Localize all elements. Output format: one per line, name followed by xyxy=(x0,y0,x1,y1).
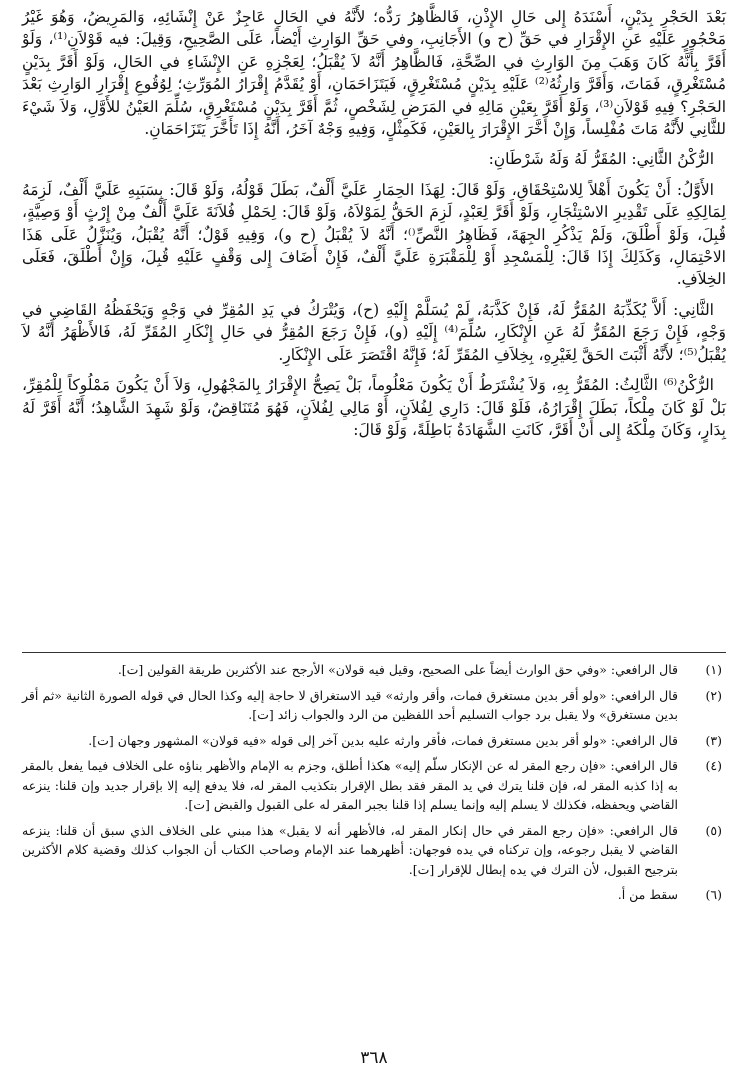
footnote-number: (٢) xyxy=(705,687,722,703)
footnote-text: قال الرافعي: «فإن رجع المقر له عن الإنكار سلّم إليه» هكذا أطلق، وجزم به الإمام والأظهر بناؤه على الخلاف فيما يفعل بالمقر به إذا كذبه المقر له، فإن قلنا يترك في يد المقر فقد بطل الإقرار بتكذيب المقر له، فلا يدفع إليه إلا بإقرار جديد وإن قلنا: ينزعه القاضي ويحفظه، فكذلك لا يسلم إليه وإنما يسلم إذا قلنا بجبر المقر له على القبول والقبض [ت]. xyxy=(22,758,678,812)
footnote-1 xyxy=(22,660,726,680)
footnote-6 xyxy=(22,885,726,905)
main-paragraph-2: الأَوَّلُ: أَنْ يَكُونَ أَهْلاً لِلاسْتِحْقَاقِ، وَلَوْ قَالَ: لِهَذَا الحِمَارِ عَلَيَّ أَلْفٌ، بَطَلَ قَوْلُهُ، وَلَوْ قَالَ: بِسَبَبِهِ عَلَيَّ أَلْفٌ، لَزِمَهُ لِمَالِكِهِ عَلَى تَقْدِيرِ الاسْتِئْجَارِ، وَلَوْ أَقَرَّ لِعَبْدٍ، لَزِمَ الحَقُّ لِمَوْلاَهُ، وَلَوْ قَالَ: لِحَمْلِ فُلاَنَةَ عَلَيَّ أَلْفٌ مِنْ إِرْثٍ أَوْ وَصِيَّةٍ، قُبِلَ، وَلَوْ أَطْلَقَ، وَلَمْ يَذْكُرِ الجِهَةَ، فَظَاهِرُ النَّصِّ⁽⁾؛ أَنَّهُ لاَ يُقْبَلُ (ح و)، وَفِيهِ قَوْلٌ؛ أَنَّهُ يُقْبَلُ، وَيُنَزَّلُ عَلَى هَذَا الاحْتِمَالِ، وَكَذَلِكَ إِذَا قَالَ: لِلْمَسْجِدِ أَوْ لِلْمَقْبَرَةِ عَلَيَّ أَلْفٌ، فَإِنْ أَضَافَ إِلى وَقْفٍ عَلَيْهِ قُبِلَ، وَإِنْ أَطْلَقَ، فَعَلَى الخِلاَفِ. xyxy=(22,180,726,289)
footnote-5 xyxy=(22,821,726,880)
footnote-number: (١) xyxy=(705,662,722,677)
main-paragraph-3: الثَّانِي: أَلاَّ يُكَذِّبَهُ المُقَرُّ لَهُ، فَإِنْ كَذَّبَهُ، لَمْ يُسَلَّمْ إِلَيْهِ (ح)، وَيُتْرَكُ في يَدِ المُقِرِّ في وَجْهٍ وَيَحْفَظُهُ القَاضِي في وَجْهٍ، فَإِنْ رَجَعَ المُقَرُّ لَهُ عَنِ الإِنْكَارِ، سُلِّمَ⁽⁴⁾ إِلَيْهِ (و)، فَإِنْ رَجَعَ المُقِرُّ في حَالِ إِنْكَارِ المُقَرِّ لَهُ، فَالأَظْهَرُ أَنَّهُ لاَ يُقْبَلُ⁽⁵⁾؛ لأَنَّهُ أَثْبَتَ الحَقَّ لِغَيْرِهِ، بِخِلاَفِ المُقَرِّ لَهُ؛ فَإِنَّهُ اقْتَصَرَ عَلَى الإِنْكَارِ. xyxy=(22,300,726,364)
main-paragraph-4: الرُّكْنُ⁽⁶⁾ الثَّالِثُ: المُقَرُّ بِهِ، وَلاَ يُشْتَرَطُ أَنْ يَكُونَ مَعْلُوماً، بَلْ يَصِحُّ الإِقْرَارُ بِالمَجْهُولِ، وَلاَ أَنْ يَكُونَ مَمْلُوكاً لِلْمُقِرِّ، بَلْ لَوْ كَانَ مِلْكاً، بَطَلَ إِقْرَارُهُ، فَلَوْ قَالَ: دَارِي لِفُلاَنٍ، أَوْ مَالِي لِفُلاَنٍ، فَهُوَ مُتَنَاقِضٌ، وَلَوْ شَهِدَ الشَّاهِدُ؛ أَنَّهُ أَقَرَّ لَهُ بِدَارٍ، وَكَانَ مِلْكَهُ إِلى أَنْ أَقَرَّ، كَانَتِ الشَّهَادَةُ بَاطِلَةً، وَلَوْ قَالَ: xyxy=(22,376,726,439)
footnote-number: (٥) xyxy=(705,822,722,838)
footnote-text: قال الرافعي: «ولو أقر بدين مستغرق فمات، وأقر وارثه» قيد الاستغراق لا حاجة إليه وكذا الحال في قوله الصورة الثانية «ثم أقر بدين مستغرق» ولا يقبل برد جواب التسليم أحد اللفظين من الرد والجواب زائد [ت]. xyxy=(22,687,678,722)
footnote-number: (٤) xyxy=(705,758,722,773)
footnote-number: (٦) xyxy=(705,887,722,902)
section-heading: الرُّكْنُ الثَّانِي: المُقَرُّ لَهُ وَلَهُ شَرْطَانِ: xyxy=(488,150,714,169)
footnote-text: قال الرافعي: «فإن رجع المقر في حال إنكار المقر له، فالأظهر أنه لا يقبل» هذا مبني على الخلاف الذي سبق أن قلنا: ينزعه القاضي لا يقبل رجوعه، وإن تركناه في يده فوجهان: أظهرهما عند الإمام وصاحب الكتاب أن الجواب كذلك وقضية كلام الأكثرين بترجيح القبول، لأن الترك في يده إبطال للإقرار [ت]. xyxy=(22,822,678,877)
main-text-body xyxy=(22,6,726,449)
footnote-number: (٣) xyxy=(705,732,722,748)
footnote-text: سقط من أ. xyxy=(617,887,678,902)
page-number: ٣٦٨ xyxy=(360,1048,388,1068)
footnote-4 xyxy=(22,756,726,815)
footnotes-section xyxy=(22,660,726,911)
footnote-2 xyxy=(22,686,726,725)
footnote-3 xyxy=(22,731,726,751)
footnote-text: قال الرافعي: «وفي حق الوارث أيضاً على الصحيح، وقيل فيه قولان» الأرجح عند الأكثرين طريقة القولين [ت]. xyxy=(117,662,678,677)
footnote-separator xyxy=(22,652,726,653)
footnote-text: قال الرافعي: «ولو أقر بدين مستغرق فمات، فأقر وارثه عليه بدين آخر إلى قوله «فيه قولان» المشهور وجهان [ت]. xyxy=(88,732,678,748)
main-paragraph-1: بَعْدَ الحَجْرِ بِدَيْنٍ، أَسْنَدَهُ إِلى حَالِ الإِذْنِ، فَالظَّاهِرُ رَدُّه؛ لأَنَّهُ في الحَالِ عَاجِزٌ عَنْ إِنْشَائِهِ، وَالمَرِيضُ، وَهُوَ غَيْرُ مَحْجُورٍ عَلَيْهِ عَنِ الإِقْرَارِ في حَقِّ (ح و) الأَجَانِبِ، وفي حَقِّ الوَارِثِ أَيْضاً، عَلَى الصَّحِيحِ، وَقِيلَ: فيه قَوْلاَنِ⁽¹⁾، وَلَوْ أَقَرَّ بِأَنَّهُ كَانَ وَهَبَ مِنَ الوَارِثِ في الصِّحَّةِ، فَالظَّاهِرُ أَنَّهُ لاَ يُقْبَلُ؛ لِعَجْزِهِ عَنِ الإِنْشَاءِ في الحَالِ، وَلَوْ أَقَرَّ بِدَيْنٍ مُسْتَغْرِقٍ، فَمَاتَ، وَأَقَرَّ وَارِثُهُ⁽²⁾ عَلَيْهِ بِدَيْنٍ مُسْتَغْرِقٍ، فَيَتَزَاحَمَانِ، أَوْ يُقَدَّمُ إِقْرَارُ المُوَرِّثِ؛ لِوُقُوعِ إِقْرَارِ الوَارِثِ بَعْدَ الحَجْرِ؟ فِيهِ قَوْلاَنِ⁽³⁾، وَلَوْ أَقَرَّ بِعَيْنِ مَالِهِ في المَرَضِ لِشَخْصٍ، ثُمَّ أَقَرَّ بِدَيْنٍ مُسْتَغْرِقٍ، سُلِّمَ العَيْنُ للأَوَّلِ، وَلاَ شَيْءَ للثَّانِي لأَنَّهُ مَاتَ مُفْلِساً، وَإِنْ أَخَّرَ الإِقْرَارَ بِالعَيْنِ، فَكَمِثْلٍ، وَفِيهِ وَجْهٌ آخَرُ، أَنَّهُ إِذَا تَأَخَّرَ يَتَزَاحَمَانِ. xyxy=(22,8,727,139)
